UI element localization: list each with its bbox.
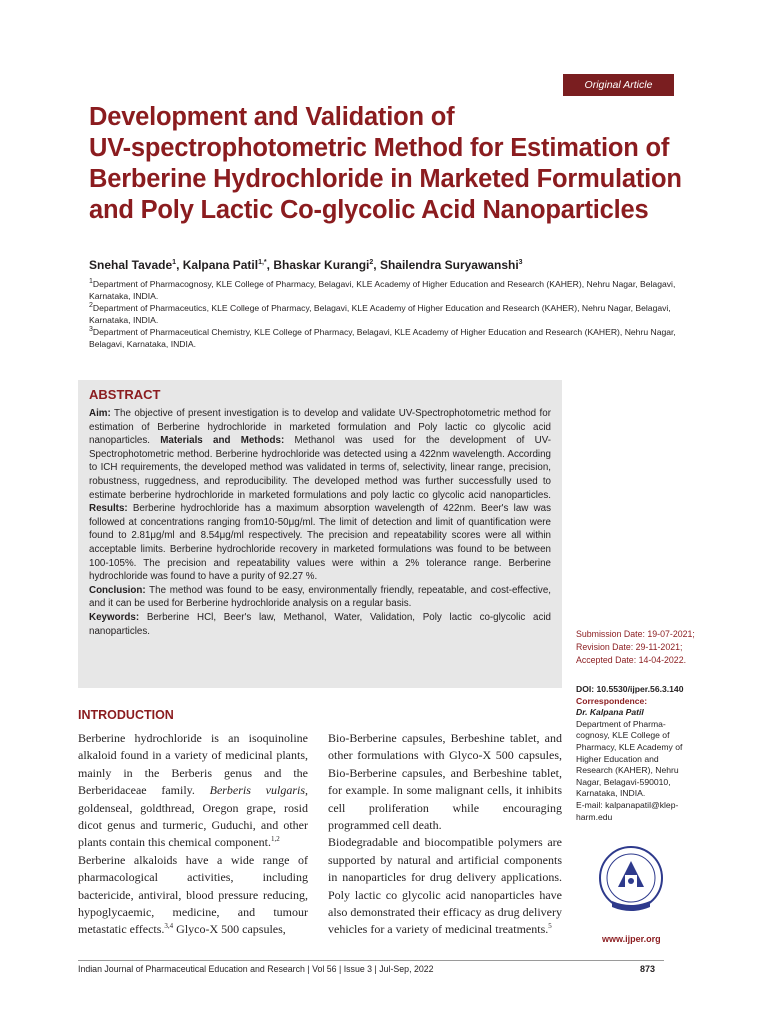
body-paragraph (328, 834, 562, 938)
body-text: Berberine alkaloids have a wide range of pharmacological activities, including bactericide, antiviral, blood pressure reducing, hypoglycaemic, medicine, and tumour metastatic effects. (78, 852, 308, 937)
author-name: Shailendra Suryawanshi (379, 258, 519, 272)
affiliation (89, 278, 689, 302)
conclusion-text: The method was found to be easy, environmentally friendly, repeatable, and cost-effective, and it can be used for Berberine hydrochloride analysis on a regular basis. (89, 584, 551, 610)
affiliation-text: Department of Pharmaceutical Chemistry, KLE College of Pharmacy, Belagavi, KLE Academy of Higher Education and Research (KAHER), Nehru Nagar, Belagavi, Karnataka, INDIA. (89, 327, 676, 349)
journal-website-link[interactable]: www.ijper.org (602, 934, 661, 944)
author-name: Kalpana Patil (182, 258, 259, 272)
body-paragraph (78, 730, 308, 852)
body-column-right (328, 730, 562, 939)
results-label: Results: (89, 503, 128, 515)
affiliation (89, 326, 689, 350)
correspondence-block (576, 684, 696, 823)
title-line: Berberine Hydrochloride in Marketed Formulation (89, 165, 682, 193)
footer-divider (78, 960, 664, 961)
abstract-keywords (89, 611, 551, 638)
affiliation-sup: 2 (89, 302, 93, 310)
article-type-badge: Original Article (563, 74, 674, 96)
methods-text: Methanol was used for the development of UV-Spectrophotometric method. Berberine hydrochloride was detected using a 422nm wavelength. According to ICH requirements, the developed method was validated in terms of, selectivity, linear range, precision, robustness, ruggedness, and reproducibility. The developed method was further successfully used to estimate berberine hydrochloride in marketed formulations and poly lactic co glycolic acid nanoparticles. (89, 435, 551, 501)
affiliation-sup: 3 (89, 326, 93, 334)
correspondence-name: Dr. Kalpana Patil (576, 707, 644, 718)
affiliation-text: Department of Pharmaceutics, KLE College of Pharmacy, Belagavi, KLE Academy of Higher Education and Research (KAHER), Nehru Nagar, Belagavi, Karnataka, INDIA. (89, 303, 671, 325)
abstract-heading: ABSTRACT (89, 387, 161, 402)
affiliation-sup: 1 (89, 278, 93, 286)
body-paragraph (78, 852, 308, 939)
article-title (89, 102, 689, 226)
correspondence-label: Correspondence: (576, 695, 648, 706)
title-line: Development and Validation of (89, 103, 455, 131)
results-text: Berberine hydrochloride has a maximum absorption wavelength of 422nm. Beer's law was followed at concentrations ranging from10-50μg/ml. The limit of detection and limit of quantification were found to 2.81μg/ml and 8.54μg/ml respectively. The precision and repeatability scores were all within acceptable limits. Berberine hydrochloride recovery in marketed formulations was found to be between 100-105%. The precision and repeatability values were within a 2% tolerance range. Berberine hydrochloride was found to have a purity of 92.27 %. (89, 503, 551, 583)
author-name: Bhaskar Kurangi (273, 258, 370, 272)
abstract-conclusion (89, 584, 551, 611)
body-text: Berberine hydrochloride is an isoquinoline alkaloid found in a variety of medicinal plants, mainly in the Berberis genus and the Berberidaceae family. (78, 731, 308, 798)
conclusion-label: Conclusion: (89, 584, 146, 596)
citation-ref[interactable]: 5 (548, 922, 552, 931)
body-text: , goldenseal, goldthread, Oregon grape, rosid dicot genus and turmeric, Guduchi, and other plants contain this chemical component. (78, 783, 308, 850)
citation-ref[interactable]: 3,4 (164, 922, 174, 931)
body-paragraph: Bio-Berberine capsules, Berbeshine tablet, and other formulations with Glyco-X 500 capsules, Bio-Berberine capsules, and Berbeshine tablet, for example. In some malignant cells, it inhibits cell proliferation while encouraging programmed cell death. (328, 731, 562, 833)
citation-ref[interactable]: 1,2 (270, 835, 280, 844)
journal-seal-logo (598, 845, 664, 925)
accepted-date: Accepted Date: 14-04-2022. (576, 655, 687, 665)
footer-journal-info: Indian Journal of Pharmaceutical Education and Research | Vol 56 | Issue 3 | Jul-Sep, 2022 (78, 964, 434, 974)
body-column-left (78, 730, 308, 939)
revision-date: Revision Date: 29-11-2021; (576, 642, 683, 652)
author-list: Snehal Tavade$^1$, Kalpana Patil$^{1,*}$, Bhaskar Kurangi$^2$, Shailendra Suryawanshi$^3$ (89, 258, 523, 272)
author-sup: 1 (172, 259, 177, 266)
abstract-paragraph (89, 407, 551, 584)
introduction-heading: INTRODUCTION (78, 708, 174, 722)
keywords-text: Berberine HCl, Beer's law, Methanol, Water, Validation, Poly lactic co-glycolic acid nanoparticles. (89, 611, 551, 637)
page-number: 873 (640, 964, 656, 974)
title-line: and Poly Lactic Co-glycolic Acid Nanoparticles (89, 196, 649, 224)
affiliation-text: Department of Pharmacognosy, KLE College of Pharmacy, Belagavi, KLE Academy of Higher Education and Research (KAHER), Nehru Nagar, Belagavi, Karnataka, INDIA. (89, 279, 676, 301)
correspondence-address: Department of Pharma-cognosy, KLE College of Pharmacy, KLE Academy of Higher Education and Research (KAHER), Nehru Nagar, Belagavi-590010, Karnataka, INDIA. (576, 718, 683, 799)
body-text: Biodegradable and biocompatible polymers are supported by natural and artificial components in nanoparticles for drug delivery applications. Poly lactic co glycolic acid nanoparticles have also demonstrated their efficacy as drug delivery vehicles for a variety of medicinal treatments. (328, 835, 562, 937)
author-sup: 1,* (258, 259, 267, 266)
author-sup: 3 (518, 259, 523, 266)
title-line: UV-spectrophotometric Method for Estimation of (89, 134, 670, 162)
submission-date: Submission Date: 19-07-2021; (576, 629, 695, 639)
methods-label: Materials and Methods: (160, 435, 285, 447)
article-dates (576, 628, 716, 667)
correspondence-email[interactable]: E-mail: kalpanapatil@klep-harm.edu (576, 799, 679, 822)
affiliation (89, 302, 689, 326)
species-name: Berberis vulgaris (209, 783, 305, 798)
doi[interactable]: DOI: 10.5530/ijper.56.3.140 (576, 684, 684, 694)
affiliations (89, 278, 689, 350)
author-sup: 2 (369, 259, 374, 266)
aim-label: Aim: (89, 408, 111, 419)
keywords-label: Keywords: (89, 611, 140, 623)
abstract-text (89, 407, 551, 638)
body-text: Glyco-X 500 capsules, (173, 922, 286, 937)
author-name: Snehal Tavade (89, 258, 173, 272)
aim-text: The objective of present investigation is to develop and validate UV-Spectrophotometric method for estimation of Berberine hydrochloride in marketed formulation and Poly lactic co glycolic acid nanoparticles. (89, 408, 551, 447)
